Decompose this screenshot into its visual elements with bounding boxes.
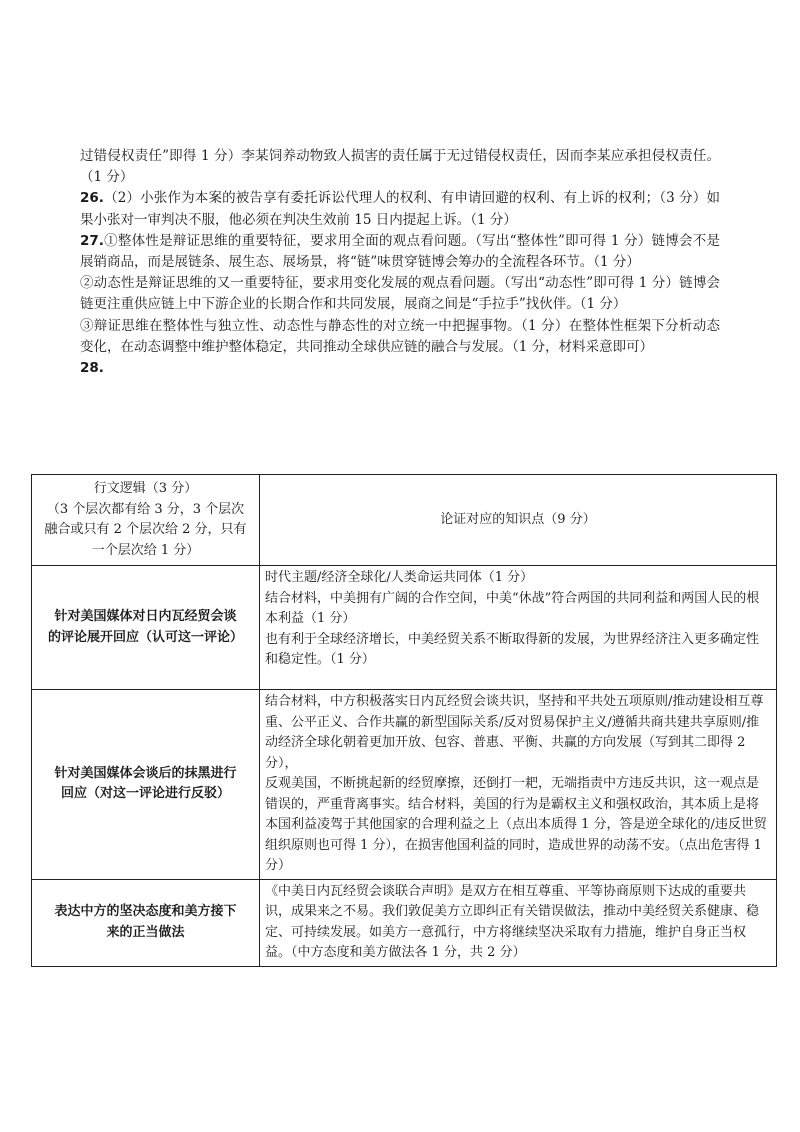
- row-knowledge-cell: [260, 566, 777, 690]
- row-logic-line: 的评论展开回应（认可这一评论）: [47, 629, 243, 645]
- q26-answer: [80, 188, 720, 230]
- q27-answer: [80, 231, 720, 273]
- row-logic-cell: [32, 566, 260, 690]
- header-logic-line: 融合或只有 2 个层次给 2 分，只有: [44, 522, 247, 537]
- q27-number: 27.: [80, 232, 104, 249]
- knowledge-point: 时代主题/经济全球化/人类命运共同体（1 分）: [265, 570, 534, 585]
- row-logic-line: 表达中方的坚决态度和美方接下: [54, 904, 237, 919]
- q27-point-2: ②动态性是辩证思维的又一重要特征，要求用变化发展的观点看问题。（写出“动态性”即可得 1 分）链博会链更注重供应链上中下游企业的长期合作和共同发展，展商之间是“手拉手”找伙伴。（1 分）: [80, 275, 720, 313]
- row-logic-line: 回应（对这一评论进行反驳）: [60, 786, 230, 802]
- q26-number: 26.: [80, 190, 104, 207]
- row-logic-cell: [32, 879, 260, 966]
- table-header-row: [32, 475, 777, 566]
- knowledge-point: 结合材料，中美拥有广阔的合作空间，中美“休战”符合两国的共同利益和两国人民的根本利益（1 分）: [265, 590, 760, 626]
- row-logic-line: 针对美国媒体会谈后的抹黑进行: [54, 765, 237, 781]
- scoring-rubric-table: [31, 474, 777, 967]
- row-knowledge-cell: [260, 690, 777, 880]
- header-logic-line: 行文逻辑（3 分）: [93, 481, 198, 496]
- knowledge-point: 反观美国，不断挑起新的经贸摩擦，还倒打一耙，无端指责中方违反共识，这一观点是错误的，严重背离事实。结合材料，美国的行为是霸权主义和强权政治，其本质上是将本国利益凌驾于其他国家的合理利益之上（点出本质得 1 分，答是逆全球化的/违反世贸组织原则也可得 1 分），在损害他国利益的同时，造成世界的动荡不安。（点出危害得 1 分）: [265, 776, 767, 873]
- row-knowledge-cell: [260, 879, 777, 966]
- row-logic-cell: [32, 690, 260, 880]
- q25-continuation: 过错侵权责任”即得 1 分）李某饲养动物致人损害的责任属于无过错侵权责任，因而李某应承担侵权责任。（1 分）: [80, 148, 720, 186]
- q28-number: 28.: [80, 360, 104, 377]
- table-row: [32, 690, 777, 880]
- header-logic-cell: [32, 475, 260, 566]
- q26-text: （2）小张作为本案的被告享有委托诉讼代理人的权利、有申请回避的权利、有上诉的权利；（3 分）如果小张对一审判决不服，他必须在判决生效前 15 日内提起上诉。（1 分）: [80, 190, 720, 228]
- knowledge-point: 也有利于全球经济增长，中美经贸关系不断取得新的发展，为世界经济注入更多确定性和稳定性。（1 分）: [265, 631, 760, 667]
- row-logic-line: 来的正当做法: [106, 924, 185, 940]
- table-row: [32, 566, 777, 690]
- header-logic-line: （3 个层次都有给 3 分，3 个层次: [46, 501, 245, 517]
- answer-text-block: [80, 146, 720, 379]
- knowledge-point: 结合材料，中方积极落实日内瓦经贸会谈共识，坚持和平共处五项原则/推动建设相互尊重、公平正义、合作共赢的新型国际关系/反对贸易保护主义/遵循共商共建共享原则/推动经济全球化朝着更加开放、包容、普惠、平衡、共赢的方向发展（写到其二即得 2 分），: [265, 694, 764, 771]
- q27-point-3: ③辩证思维在整体性与独立性、动态性与静态性的对立统一中把握事物。（1 分）在整体性框架下分析动态变化，在动态调整中维护整体稳定，共同推动全球供应链的融合与发展。（1 分，材料采意即可）: [80, 317, 720, 355]
- row-logic-line: 针对美国媒体对日内瓦经贸会谈: [54, 609, 237, 624]
- q27-point-1: ①整体性是辩证思维的重要特征，要求用全面的观点看问题。（写出“整体性”即可得 1 分）链博会不是展销商品，而是展链条、展生态、展场景，将“链”味贯穿链博会筹办的全流程各环节。（1 分）: [80, 232, 720, 271]
- knowledge-point: 《中美日内瓦经贸会谈联合声明》是双方在相互尊重、平等协商原则下达成的重要共识，成果来之不易。我们敦促美方立即纠正有关错误做法，推动中美经贸关系健康、稳定、可持续发展。如美方一意孤行，中方将继续坚决采取有力措施，维护自身正当权益。（中方态度和美方做法各 1 分，共 2 分）: [265, 883, 760, 960]
- header-logic-line: 一个层次给 1 分）: [91, 542, 200, 558]
- table-row: [32, 879, 777, 966]
- header-knowledge-cell: 论证对应的知识点（9 分）: [260, 475, 777, 566]
